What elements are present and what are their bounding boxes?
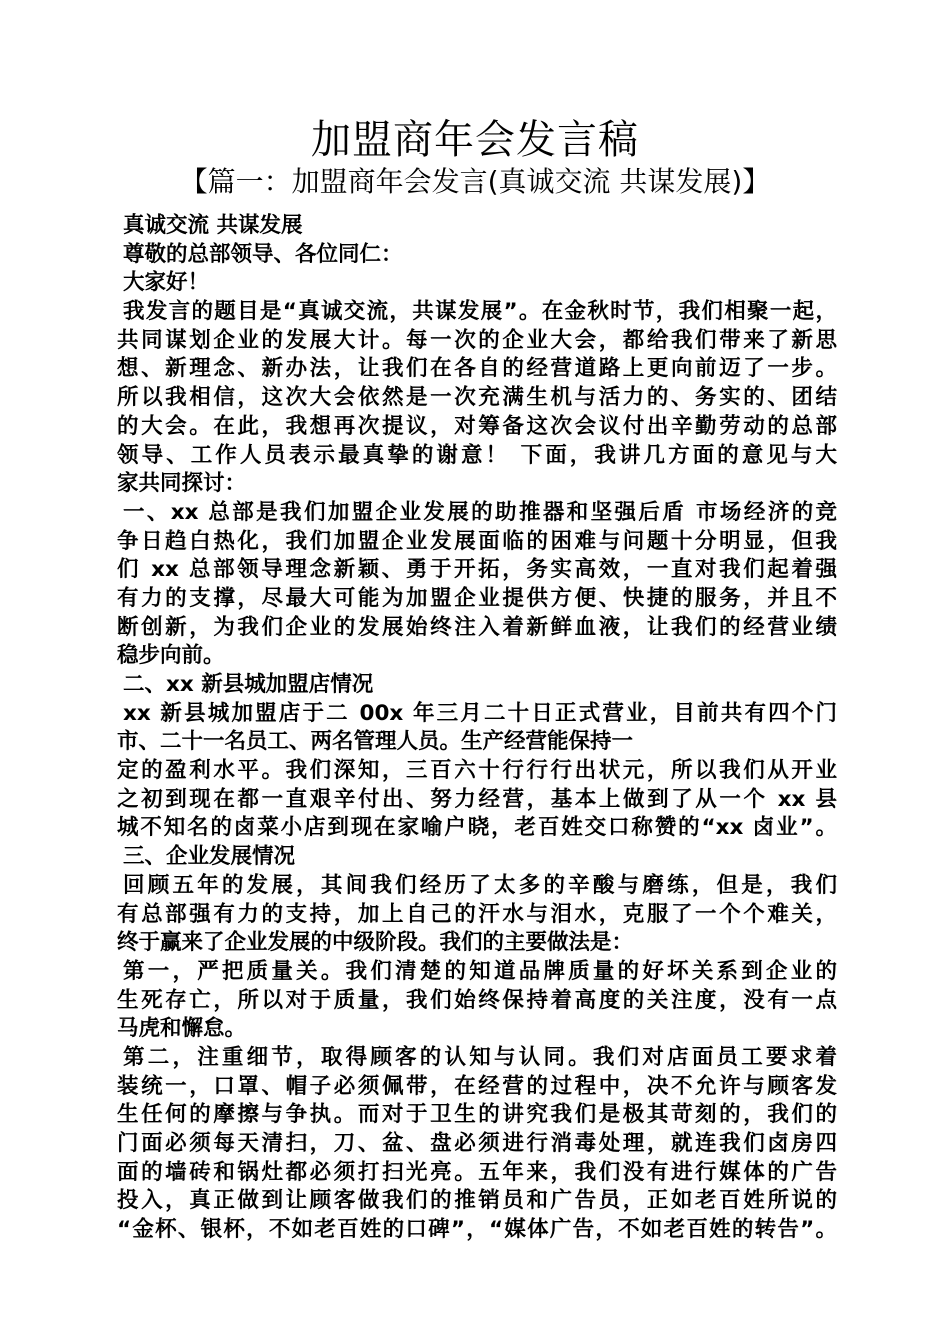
body-line: 真诚交流 共谋发展 <box>123 213 303 238</box>
body-line: 第二，注重细节，取得顾客的认知与认同。我们对店面员工要求着 <box>123 1044 837 1070</box>
body-line: xx 新县城加盟店于二 00x 年三月二十日正式营业，目前共有四个门 <box>123 700 837 726</box>
body-line: 第一，严把质量关。我们清楚的知道品牌质量的好坏关系到企业的 <box>123 958 837 984</box>
document-body <box>117 212 837 1245</box>
body-line: 大家好！ <box>123 270 210 296</box>
body-line: 一、xx 总部是我们加盟企业发展的助推器和坚强后盾 市场经济的竞 <box>123 499 837 525</box>
document-title: 加盟商年会发言稿 <box>311 117 639 163</box>
body-line: 家共同探讨： <box>117 471 247 497</box>
body-line: 的大会。在此，我想再次提议，对筹备这次会议付出辛勤劳动的总部 <box>117 413 837 439</box>
body-line: 领导、工作人员表示最真挚的谢意！ 下面，我讲几方面的意见与大 <box>117 442 837 468</box>
body-line: 争日趋白热化，我们加盟企业发展面临的困难与问题十分明显，但我 <box>117 528 837 554</box>
body-line: 投入，真正做到让顾客做我们的推销员和广告员，正如老百姓所说的 <box>117 1188 837 1214</box>
body-line: 定的盈利水平。我们深知，三百六十行行行出状元，所以我们从开业 <box>117 758 837 784</box>
body-line: 城不知名的卤菜小店到现在家喻户晓，老百姓交口称赞的“xx 卤业”。 <box>117 815 837 841</box>
body-line: 门面必须每天清扫，刀、盆、盘必须进行消毒处理，就连我们卤房四 <box>117 1131 837 1156</box>
body-line: 马虎和懈怠。 <box>117 1016 247 1042</box>
body-line: 回顾五年的发展，其间我们经历了太多的辛酸与磨练，但是，我们 <box>123 872 837 898</box>
body-line: 断创新，为我们企业的发展始终注入着新鲜血液，让我们的经营业绩 <box>117 614 837 640</box>
body-line: 有力的支撑，尽最大可能为加盟企业提供方便、快捷的服务，并且不 <box>117 585 837 611</box>
body-line: 所以我相信，这次大会依然是一次充满生机与活力的、务实的、团结 <box>117 385 837 411</box>
body-line: “金杯、银杯，不如老百姓的口碑”，“媒体广告，不如老百姓的转告”。 <box>117 1217 837 1243</box>
document-subtitle: 【篇一：加盟商年会发言(真诚交流 共谋发展)】 <box>179 165 771 198</box>
body-line: 二、xx 新县城加盟店情况 <box>123 672 374 697</box>
body-line: 有总部强有力的支持，加上自己的汗水与泪水，克服了一个个难关， <box>117 901 837 927</box>
body-line: 面的墙砖和锅灶都必须打扫光亮。五年来，我们没有进行媒体的广告 <box>117 1159 837 1185</box>
body-line: 尊敬的总部领导、各位同仁： <box>123 241 403 267</box>
body-line: 三、企业发展情况 <box>123 844 296 870</box>
body-line: 们 xx 总部领导理念新颖、勇于开拓，务实高效，一直对我们起着强 <box>117 557 837 583</box>
body-line: 生任何的摩擦与争执。而对于卫生的讲究我们是极其苛刻的，我们的 <box>117 1102 837 1128</box>
body-line: 想、新理念、新办法，让我们在各自的经营道路上更向前迈了一步。 <box>117 356 837 382</box>
body-line: 市、二十一名员工、两名管理人员。生产经营能保持一 <box>117 729 634 755</box>
body-line: 稳步向前。 <box>117 643 225 669</box>
body-line: 我发言的题目是“真诚交流，共谋发展”。在金秋时节，我们相聚一起， <box>123 299 837 325</box>
body-line: 装统一，口罩、帽子必须佩带，在经营的过程中，决不允许与顾客发 <box>117 1073 837 1099</box>
body-line: 生死存亡，所以对于质量，我们始终保持着高度的关注度，没有一点 <box>117 987 837 1013</box>
body-line: 共同谋划企业的发展大计。每一次的企业大会，都给我们带来了新思 <box>117 327 837 353</box>
body-line: 之初到现在都一直艰辛付出、努力经营，基本上做到了从一个 xx 县 <box>117 786 837 812</box>
body-line: 终于赢来了企业发展的中级阶段。我们的主要做法是： <box>117 930 634 956</box>
